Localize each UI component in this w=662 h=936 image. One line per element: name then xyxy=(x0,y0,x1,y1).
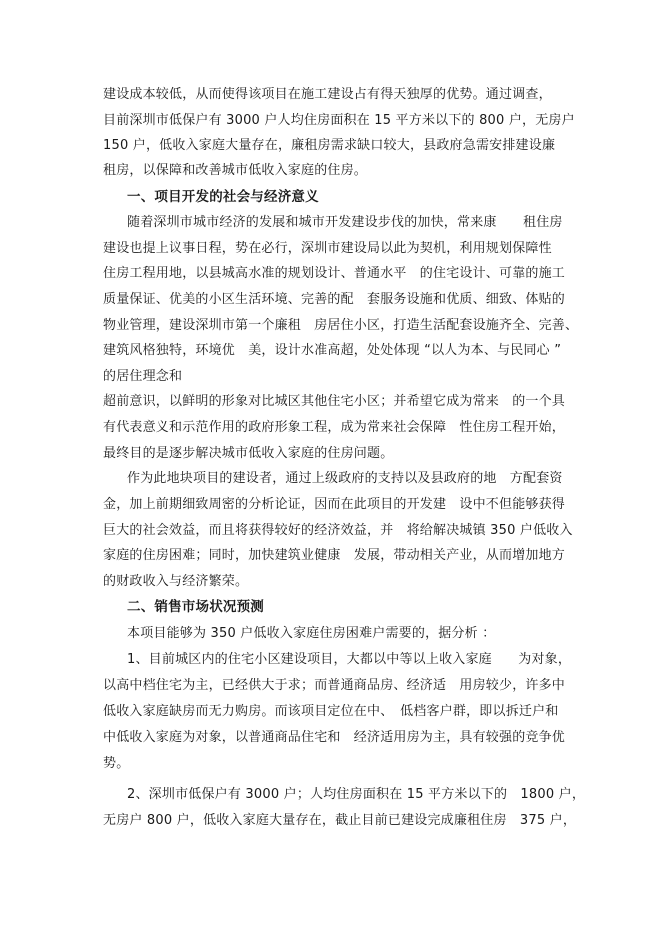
text-line: 最终目的是逐步解决城市低收入家庭的住房问题。 xyxy=(103,446,394,461)
text-line: 巨大的社会效益，而且将获得较好的经济效益，并 将给解决城镇 350 户低收入 xyxy=(103,523,573,538)
text-line: 目前深圳市低保户有 3000 户人均住房面积在 15 平方米以下的 800 户，无房户 xyxy=(103,113,575,128)
text-line: 建设成本较低，从而使得该项目在施工建设占有得天独厚的优势。通过调查， xyxy=(103,87,552,102)
text-line: 的财政收入与经济繁荣。 xyxy=(103,574,249,589)
text-line: 住房工程用地，以县城高水准的规划设计、普通水平 的住宅设计、可靠的施工 xyxy=(103,266,566,281)
text-line: 势。 xyxy=(103,756,130,771)
text-line: 超前意识，以鲜明的形象对比城区其他住宅小区；并希望它成为常来 的一个具 xyxy=(103,394,566,409)
text-line: 作为此地块项目的建设者，通过上级政府的支持以及县政府的地 方配套资 xyxy=(127,471,563,486)
text-line: 低收入家庭缺房而无力购房。而该项目定位在中、 低档客户群，即以拆迁户和 xyxy=(103,704,559,719)
text-line: 建筑风格独特，环境优 美，设计水准高超，处处体现 “以人为本、与民同心 ” xyxy=(103,343,562,358)
section-heading-1: 一、项目开发的社会与经济意义 xyxy=(127,189,319,205)
text-line: 租房，以保障和改善城市低收入家庭的住房。 xyxy=(103,163,368,178)
text-line: 物业管理，建设深圳市第一个廉租 房居住小区，打造生活配套设施齐全、完善、 xyxy=(103,318,579,333)
text-line: 建设也提上议事日程，势在必行，深圳市建设局以此为契机，利用规划保障性 xyxy=(103,241,552,256)
text-line: 本项目能够为 350 户低收入家庭住房困难户需要的，据分析 ： xyxy=(127,626,496,641)
text-line: 家庭的住房困难；同时，加快建筑业健康 发展，带动相关产业，从而增加地方 xyxy=(103,548,566,563)
text-line: 的居住理念和 xyxy=(103,369,183,384)
text-line: 1、目前城区内的住宅小区建设项目，大都以中等以上收入家庭 为对象， xyxy=(127,652,572,667)
text-line: 2、深圳市低保户有 3000 户；人均住房面积在 15 平方米以下的 1800 户， xyxy=(127,787,586,802)
text-line: 150 户，低收入家庭大量存在，廉租房需求缺口较大，县政府急需安排建设廉 xyxy=(103,138,556,153)
text-line: 中低收入家庭为对象，以普通商品住宅和 经济适用房为主，具有较强的竞争优 xyxy=(103,730,566,745)
text-line: 以高中档住宅为主，已经供大于求；而普通商品房、经济适 用房较少，许多中 xyxy=(103,678,566,693)
text-line: 随着深圳市城市经济的发展和城市开发建设步伐的加快，常来康 租住房 xyxy=(127,215,563,230)
text-line: 无房户 800 户，低收入家庭大量存在，截止目前已建设完成廉租住房 375 户， xyxy=(103,813,577,828)
text-line: 金，加上前期细致周密的分析论证，因而在此项目的开发建 设中不但能够获得 xyxy=(103,497,566,512)
section-heading-2: 二、销售市场状况预测 xyxy=(127,599,264,615)
text-line: 有代表意义和示范作用的政府形象工程，成为常来社会保障 性住房工程开始， xyxy=(103,420,566,435)
text-line: 质量保证、优美的小区生活环境、完善的配 套服务设施和优质、细致、体贴的 xyxy=(103,292,566,307)
